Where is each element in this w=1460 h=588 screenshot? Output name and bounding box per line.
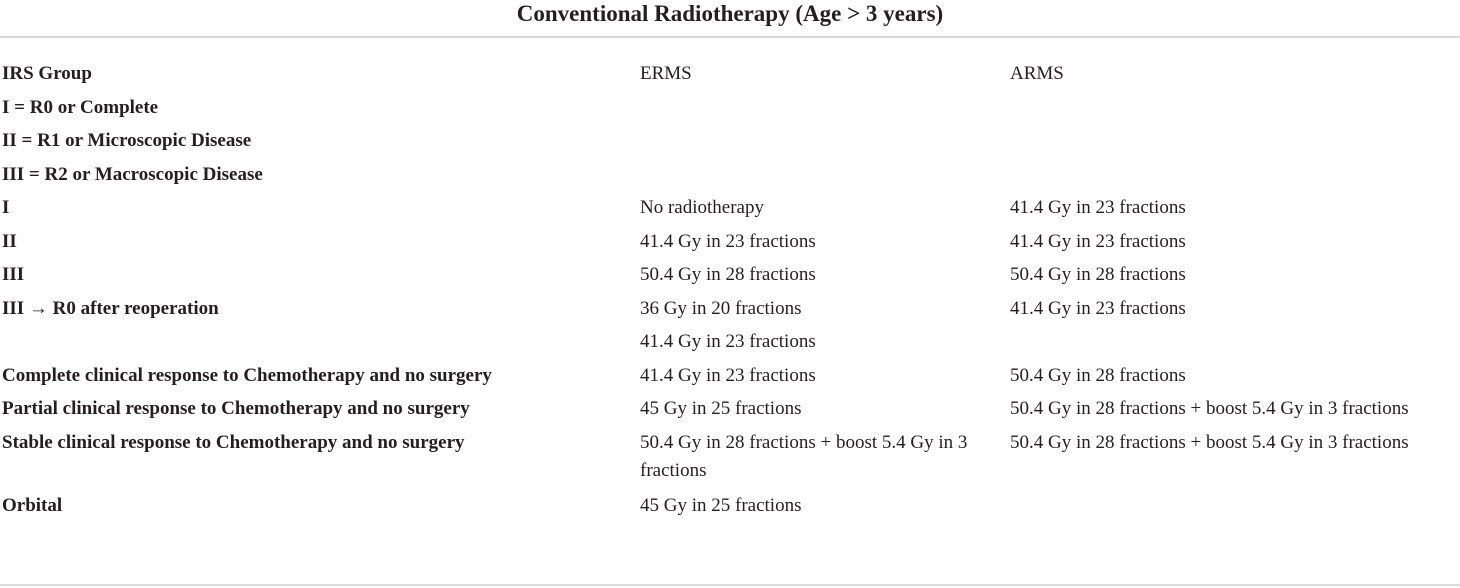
table-row <box>0 92 1460 126</box>
table-row <box>0 490 1460 524</box>
table-row <box>0 293 1460 327</box>
table-row <box>0 326 1460 360</box>
header-irs-group: IRS Group <box>2 63 92 84</box>
irs-group-cell: Orbital <box>2 494 63 516</box>
arms-cell: 41.4 Gy in 23 fractions <box>1010 230 1186 252</box>
irs-group-cell: Complete clinical response to Chemotherapy and no surgery <box>2 364 492 386</box>
irs-group-cell: Stable clinical response to Chemotherapy and no surgery <box>2 431 465 453</box>
bottom-rule <box>0 584 1460 586</box>
erms-cell: 41.4 Gy in 23 fractions <box>640 331 816 352</box>
table-row <box>0 125 1460 159</box>
erms-cell: 41.4 Gy in 23 fractions <box>640 364 816 386</box>
erms-cell: No radiotherapy <box>640 197 764 218</box>
arms-cell: 50.4 Gy in 28 fractions <box>1010 264 1186 285</box>
table-row <box>0 360 1460 394</box>
table-row <box>0 192 1460 226</box>
irs-group-cell: III → R0 after reoperation <box>2 297 219 319</box>
erms-cell: 41.4 Gy in 23 fractions <box>640 230 816 252</box>
arms-cell: 41.4 Gy in 23 fractions <box>1010 297 1186 319</box>
irs-group-cell: II <box>2 230 17 252</box>
irs-group-cell: I = R0 or Complete <box>2 96 159 118</box>
header-arms: ARMS <box>1010 63 1064 84</box>
radiotherapy-table <box>0 58 1460 523</box>
irs-group-cell: Partial clinical response to Chemotherapy and no surgery <box>2 398 470 419</box>
irs-group-cell: I <box>2 197 10 218</box>
arms-cell: 50.4 Gy in 28 fractions + boost 5.4 Gy in 3 fractions <box>1010 431 1409 453</box>
table-row <box>0 427 1460 490</box>
table-row <box>0 159 1460 193</box>
header-row <box>0 58 1460 92</box>
table-row <box>0 259 1460 293</box>
arms-cell: 41.4 Gy in 23 fractions <box>1010 197 1186 218</box>
table-title: Conventional Radiotherapy (Age > 3 years) <box>516 1 944 26</box>
erms-cell: 50.4 Gy in 28 fractions <box>640 264 816 285</box>
irs-group-cell: II = R1 or Microscopic Disease <box>2 130 252 151</box>
top-rule <box>0 36 1460 38</box>
erms-cell: 45 Gy in 25 fractions <box>640 494 802 516</box>
erms-cell: 50.4 Gy in 28 fractions + boost 5.4 Gy in 3 fractions <box>640 431 968 481</box>
table-row <box>0 226 1460 260</box>
irs-group-cell: III = R2 or Macroscopic Disease <box>2 163 263 185</box>
arms-cell: 50.4 Gy in 28 fractions <box>1010 364 1186 386</box>
erms-cell: 45 Gy in 25 fractions <box>640 398 802 419</box>
arms-cell: 50.4 Gy in 28 fractions + boost 5.4 Gy in 3 fractions <box>1010 398 1409 419</box>
table-row <box>0 393 1460 427</box>
header-erms: ERMS <box>640 63 692 84</box>
irs-group-cell: III <box>2 264 25 285</box>
erms-cell: 36 Gy in 20 fractions <box>640 297 802 319</box>
